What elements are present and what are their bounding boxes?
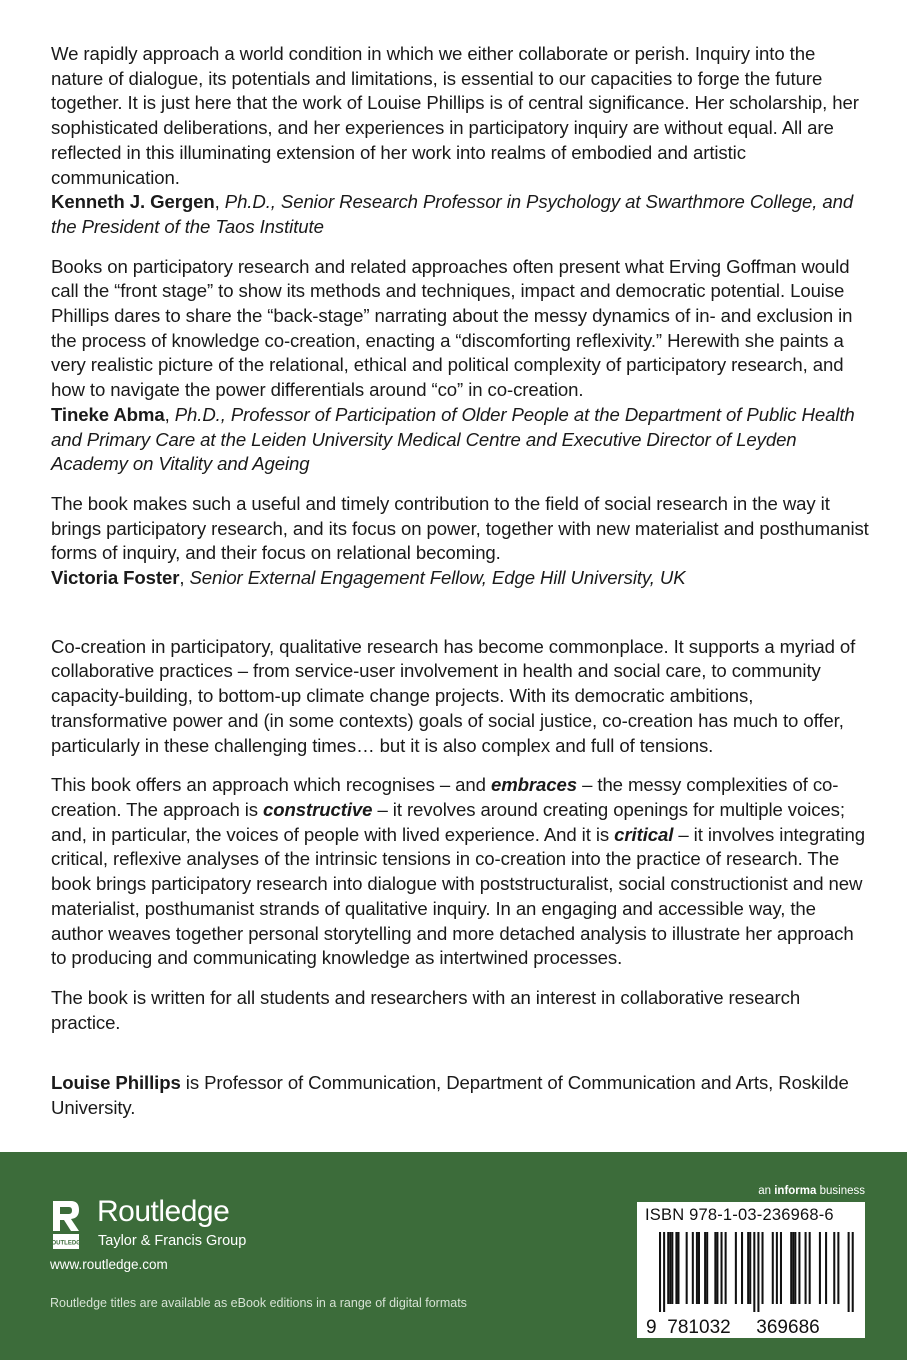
barcode-bar [837,1232,839,1304]
description-text: This book offers an approach which recognises – and [51,774,491,796]
barcode-bar [692,1232,694,1304]
emphasis-critical: critical [614,823,674,845]
barcode-bar [833,1232,835,1304]
routledge-logo-icon [47,1199,85,1251]
description-text: – the messy complexities of co-creation. The approach is [51,774,839,820]
barcode-digit-leading: 9 [646,1317,657,1338]
barcode-digits-left: 781032 [667,1317,731,1338]
endorsement-attribution: Victoria Foster, Senior External Engagement Fellow, Edge Hill University, UK [51,567,686,589]
endorser-name: Tineke Abma [51,403,165,425]
informa-prefix: an [758,1185,775,1197]
barcode-bar [805,1232,807,1304]
barcode-bar [792,1232,794,1304]
description-text: – it revolves around creating openings for multiple voices; and, in particular, the voices of people with lived experience. And it is [51,798,845,845]
barcode-bar [753,1232,755,1312]
emphasis-constructive: constructive [263,798,373,820]
barcode-icon [637,1229,865,1337]
author-name: Louise Phillips [51,1072,181,1094]
publisher-footer [0,1152,907,1360]
endorser-name: Kenneth J. Gergen [51,191,215,213]
ebook-note: Routledge titles are available as eBook editions in a range of digital formats [50,1296,467,1310]
barcode-bar [825,1232,827,1304]
endorsement-gergen [51,42,871,240]
barcode-bar [741,1232,743,1304]
endorsement-attribution: Tineke Abma, Ph.D., Professor of Participation of Older People at the Department of Public Health and Primary Care at the Leiden University Medical Centre and Executive Director of Leyden Academy on Vitality and Ageing [51,403,855,475]
barcode-digits-right: 369686 [756,1317,820,1338]
back-cover-text [51,42,871,1136]
barcode-bar [725,1232,727,1304]
barcode-bar [669,1232,671,1304]
barcode-bar [706,1232,708,1304]
endorsement-quote: Books on participatory research and related approaches often present what Erving Goffman would call the “front stage” to show its methods and techniques, impact and democratic potential. Louise Phillips dares to share the “back-stage” narrating about the messy dynamics of in- and exclusion in the process of knowledge co-creation, enacting a “discomforting reflexivity.” Herewith she paints a very realistic picture of the relational, ethical and political complexity of participatory research, and how to navigate the power differentials around “co” in co-creation. [51,255,853,401]
barcode-bar [757,1232,759,1312]
barcode-bar [776,1232,778,1304]
endorser-affiliation: Ph.D., Professor of Participation of Older People at the Department of Public Health and Primary Care at the Leiden University Medical Centre and Executive Director of Leyden Academy on Vitality and Ageing [51,403,855,475]
informa-tagline [758,1184,865,1198]
barcode-bar [667,1232,669,1304]
barcode-bar [686,1232,688,1304]
barcode-bar [714,1232,716,1304]
endorser-affiliation: Senior External Engagement Fellow, Edge Hill University, UK [189,567,686,589]
barcode-bar [663,1232,665,1312]
barcode-bar [798,1232,800,1304]
barcode-bar [790,1232,792,1304]
barcode-bar [675,1232,677,1304]
author-bio-text: is Professor of Communication, Department of Communication and Arts, Roskilde University. [51,1072,849,1119]
barcode-bar [677,1232,679,1304]
barcode-bar [671,1232,673,1304]
barcode-bar [735,1232,737,1304]
endorsement-abma [51,255,871,477]
section-spacer [51,606,871,635]
informa-brand: informa [774,1185,817,1197]
description-paragraph-3: The book is written for all students and researchers with an interest in collaborative research practice. [51,986,801,1033]
barcode-bar [819,1232,821,1304]
barcode-bar [772,1232,774,1304]
svg-text:ROUTLEDGE: ROUTLEDGE [47,1240,85,1247]
barcode-bar [780,1232,782,1304]
description-paragraph-2 [51,773,871,971]
barcode-bar [762,1232,764,1304]
emphasis-embraces: embraces [490,774,577,796]
barcode-bar [749,1232,751,1304]
barcode-bar [716,1232,718,1304]
endorsement-quote: The book makes such a useful and timely contribution to the field of social research in the way it brings participatory research, and its focus on power, together with new materialist and posthumanist forms of inquiry, and their focus on relational becoming. [51,492,869,564]
author-bio [51,1071,871,1120]
barcode-bar [659,1232,661,1312]
barcode-bar [704,1232,706,1304]
description-text: – it involves integrating critical, reflexive analyses of the intrinsic tensions in co-creation into the practice of research. The book brings participatory research into dialogue with poststructuralist, social constructionist and new materialist, posthumanist strands of qualitative inquiry. In an engaging and accessible way, the author weaves together personal storytelling and more detached analysis to illustrate her approach to producing and communicating knowledge as intertwined processes. [51,823,866,969]
endorser-affiliation: Ph.D., Senior Research Professor in Psychology at Swarthmore College, and the President of the Taos Institute [51,191,854,237]
publisher-url[interactable]: www.routledge.com [50,1257,168,1272]
endorsement-foster [51,492,871,591]
description-paragraph-1: Co-creation in participatory, qualitative research has become commonplace. It supports a myriad of collaborative practices – from service-user involvement in health and social care, to community capacity-building, to bottom-up climate change projects. With its democratic ambitions, transformative power and (in some contexts) goals of social justice, co-creation has much to offer, particularly in these challenging times… but it is also complex and full of tensions. [51,635,856,756]
endorsement-quote: We rapidly approach a world condition in which we either collaborate or perish. Inquiry into the nature of dialogue, its potentials and limitations, is essential to our capacities to forge the future together. It is just here that the work of Louise Phillips is of central significance. Her scholarship, her sophisticated deliberations, and her experiences in participatory inquiry are without equal. All are reflected in this illuminating extension of her work into realms of embodied and artistic communication. [51,43,859,188]
barcode-bar [698,1232,700,1304]
barcode-bar [852,1232,854,1312]
barcode-bar [794,1232,796,1304]
barcode-bar [848,1232,850,1312]
endorsement-attribution: Kenneth J. Gergen, Ph.D., Senior Research Professor in Psychology at Swarthmore College, and the President of the Taos Institute [51,191,854,237]
isbn-barcode-box [637,1202,865,1338]
publisher-name: Routledge [97,1195,230,1228]
barcode-bar [747,1232,749,1304]
publisher-group: Taylor & Francis Group [98,1233,247,1249]
barcode-bar [809,1232,811,1304]
informa-suffix: business [816,1185,865,1197]
isbn-label: ISBN 978-1-03-236968-6 [645,1206,834,1224]
endorser-name: Victoria Foster [51,567,180,589]
barcode-bar [721,1232,723,1304]
barcode-bar [696,1232,698,1304]
